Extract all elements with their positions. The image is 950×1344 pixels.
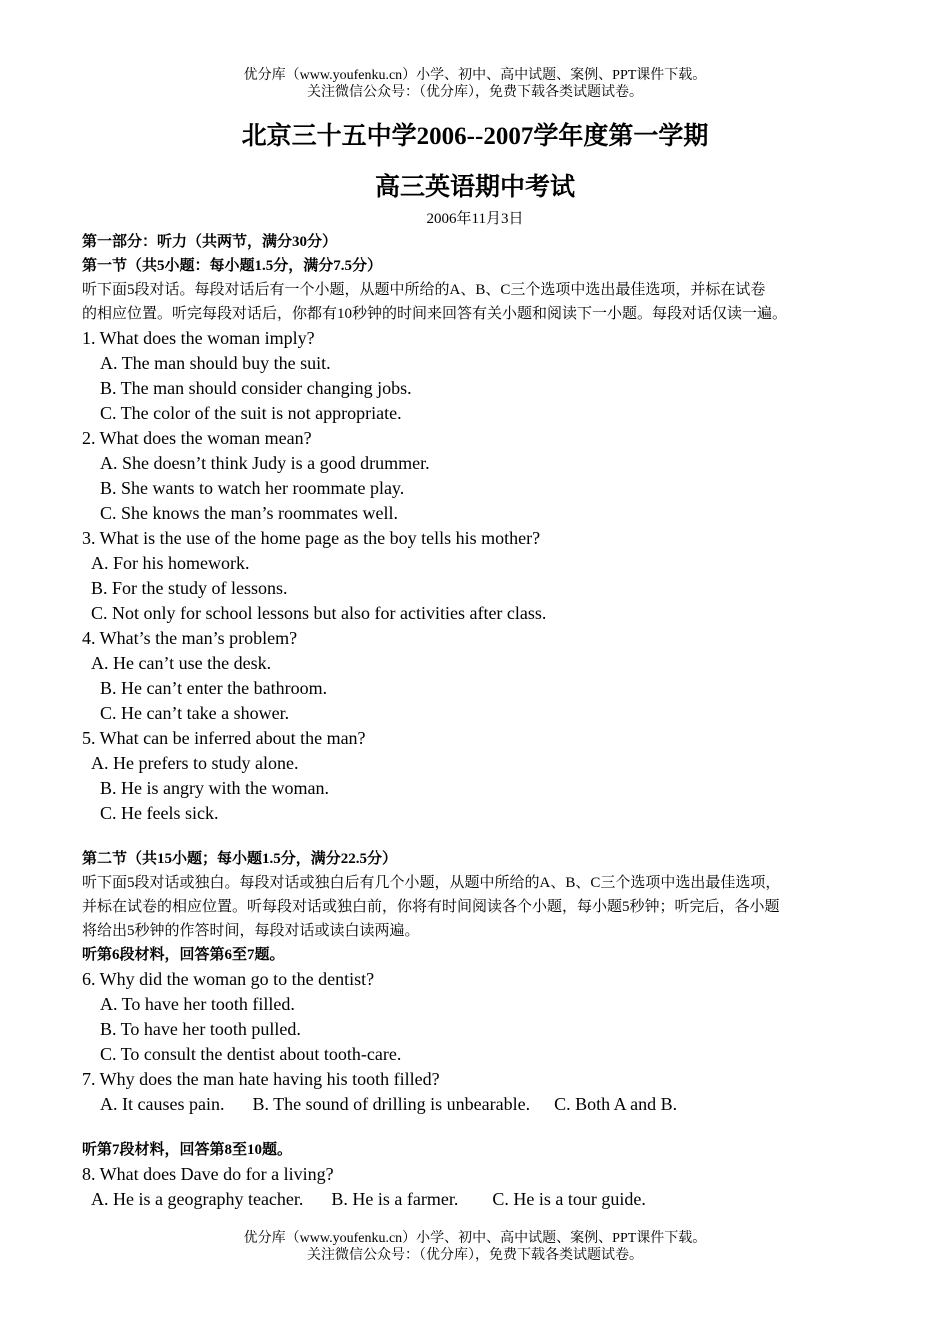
option-c: C. Both A and B. <box>554 1094 678 1114</box>
option-c: C. He is a tour guide. <box>492 1189 646 1209</box>
page-footer <box>0 1230 950 1264</box>
option-b: B. For the study of lessons. <box>91 578 288 598</box>
question-8 <box>82 1162 882 1212</box>
section2-instructions-line: 将给出5秒钟的作答时间，每段对话或读白读两遍。 <box>82 923 420 939</box>
options-row <box>82 1092 882 1117</box>
option-a: A. The man should buy the suit. <box>100 353 331 373</box>
header-line-1: 优分库（www.youfenku.cn）小学、初中、高中试题、案例、PPT课件下载。 <box>243 68 707 83</box>
question-2 <box>82 426 882 526</box>
option-c: C. She knows the man’s roommates well. <box>100 503 398 523</box>
question-3 <box>82 526 882 626</box>
section2-instructions-line: 听下面5段对话或独白。每段对话或独白后有几个小题，从题中所给的A、B、C三个选项中选出最佳选项， <box>82 875 781 891</box>
question-6 <box>82 967 882 1067</box>
option-a: A. She doesn’t think Judy is a good drummer. <box>100 453 430 473</box>
options-row <box>82 1187 882 1212</box>
question-text: 3. What is the use of the home page as the boy tells his mother? <box>82 528 541 548</box>
exam-title-line-2: 高三英语期中考试 <box>374 174 575 201</box>
question-5 <box>82 726 882 826</box>
question-text: 5. What can be inferred about the man? <box>82 728 366 748</box>
page-header <box>0 67 950 101</box>
option-b: B. She wants to watch her roommate play. <box>100 478 405 498</box>
option-c: C. He can’t take a shower. <box>100 703 290 723</box>
question-7 <box>82 1067 882 1117</box>
option-c: C. The color of the suit is not appropriate. <box>100 403 402 423</box>
part1-heading: 第一部分：听力（共两节，满分30分） <box>82 234 338 250</box>
option-b: B. The sound of drilling is unbearable. <box>252 1094 531 1114</box>
option-c: C. He feels sick. <box>100 803 219 823</box>
exam-title-line-1: 北京三十五中学2006--2007学年度第一学期 <box>241 123 709 150</box>
option-b: B. To have her tooth pulled. <box>100 1019 301 1039</box>
option-a: A. To have her tooth filled. <box>100 994 295 1014</box>
option-b: B. He is a farmer. <box>331 1189 459 1209</box>
question-text: 2. What does the woman mean? <box>82 428 312 448</box>
option-c: C. To consult the dentist about tooth-care. <box>100 1044 402 1064</box>
question-text: 1. What does the woman imply? <box>82 328 315 348</box>
section1-instructions-line: 听下面5段对话。每段对话后有一个小题，从题中所给的A、B、C三个选项中选出最佳选项，并标在试卷 <box>82 282 766 298</box>
option-a: A. For his homework. <box>91 553 250 573</box>
section1-instructions-line: 的相应位置。听完每段对话后，你都有10秒钟的时间来回答有关小题和阅读下一小题。每段对话仅读一遍。 <box>82 306 788 322</box>
option-a: A. It causes pain. <box>100 1094 225 1114</box>
option-c: C. Not only for school lessons but also for activities after class. <box>91 603 547 623</box>
question-text: 8. What does Dave do for a living? <box>82 1164 334 1184</box>
option-b: B. The man should consider changing jobs. <box>100 378 412 398</box>
option-a: A. He prefers to study alone. <box>91 753 299 773</box>
material-7-heading: 听第7段材料，回答第8至10题。 <box>82 1142 293 1158</box>
question-4 <box>82 626 882 726</box>
question-1 <box>82 326 882 426</box>
header-line-2: 关注微信公众号：（优分库），免费下载各类试题试卷。 <box>307 85 643 100</box>
option-a: A. He can’t use the desk. <box>91 653 272 673</box>
question-text: 7. Why does the man hate having his tooth filled? <box>82 1069 440 1089</box>
section2-instructions-line: 并标在试卷的相应位置。听每段对话或独白前，你将有时间阅读各个小题，每小题5秒钟；听完后，各小题 <box>82 899 780 915</box>
footer-line-2: 关注微信公众号：（优分库），免费下载各类试题试卷。 <box>307 1248 643 1263</box>
section1-heading: 第一节（共5小题：每小题1.5分，满分7.5分） <box>82 258 383 274</box>
question-text: 6. Why did the woman go to the dentist? <box>82 969 375 989</box>
option-b: B. He can’t enter the bathroom. <box>100 678 328 698</box>
option-b: B. He is angry with the woman. <box>100 778 329 798</box>
material-6-heading: 听第6段材料，回答第6至7题。 <box>82 947 285 963</box>
section2-heading: 第二节（共15小题；每小题1.5分，满分22.5分） <box>82 851 398 867</box>
exam-date: 2006年11月3日 <box>426 211 524 227</box>
exam-content <box>82 230 882 1212</box>
option-a: A. He is a geography teacher. <box>91 1189 304 1209</box>
question-text: 4. What’s the man’s problem? <box>82 628 298 648</box>
footer-line-1: 优分库（www.youfenku.cn）小学、初中、高中试题、案例、PPT课件下载。 <box>243 1231 707 1246</box>
